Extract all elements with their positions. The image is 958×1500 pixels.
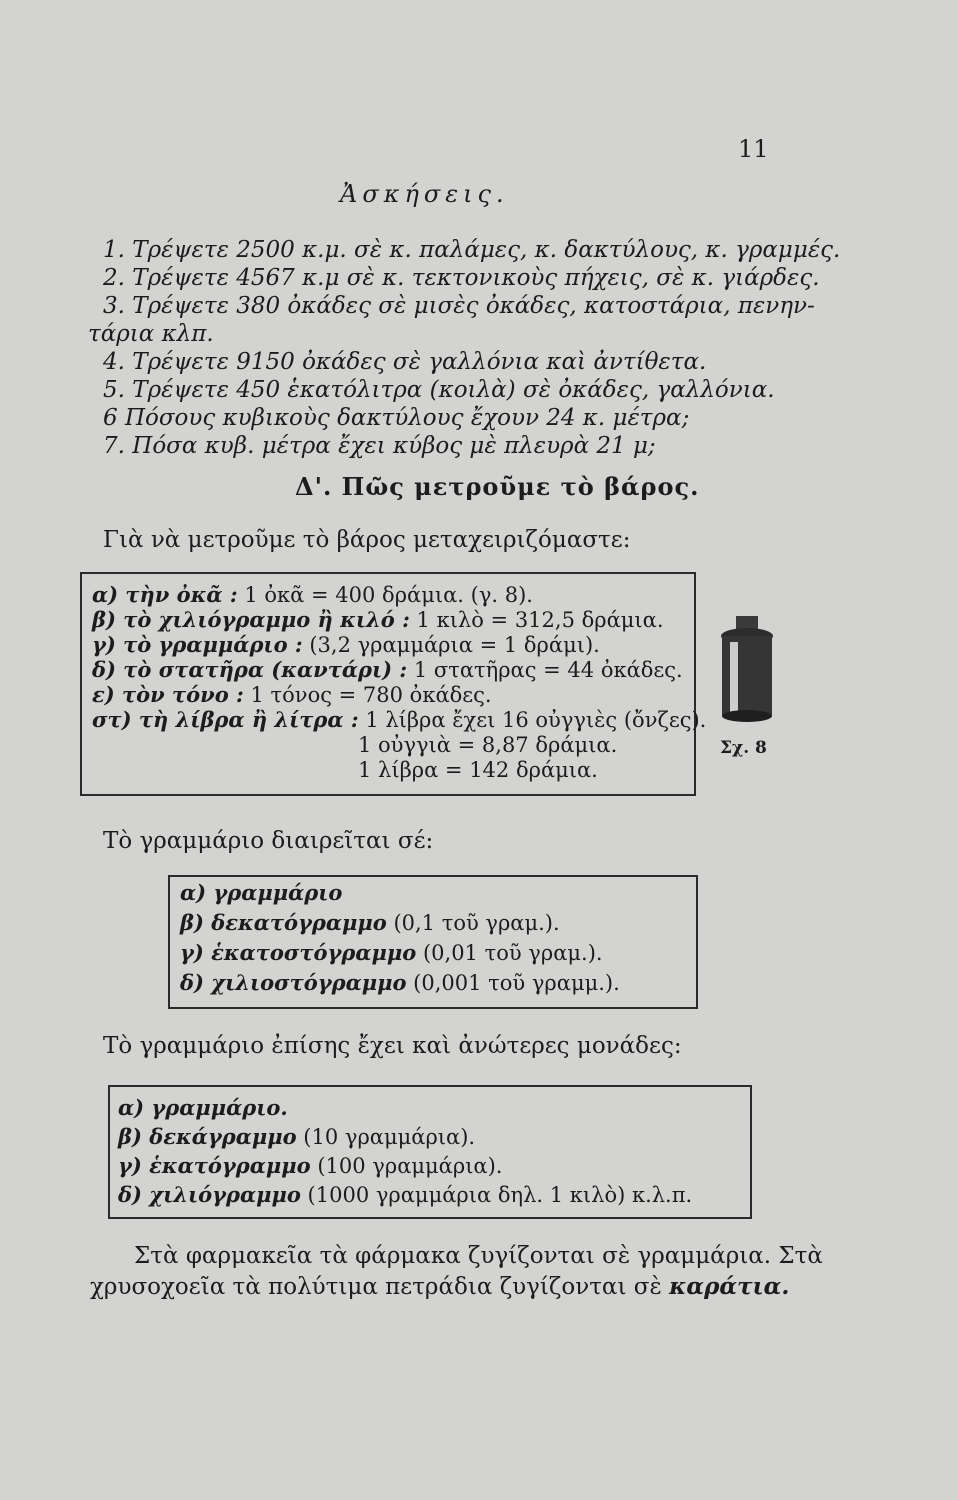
weights-intro: Γιὰ νὰ μετροῦμε τὸ βάρος μεταχειριζόμαστε: (103, 527, 631, 553)
weight-base (722, 710, 772, 722)
exercise-item (103, 293, 815, 319)
weight-body (722, 636, 772, 716)
weight-row (92, 582, 533, 607)
weight-value: 1 λίβρα = 142 δράμια. (358, 758, 598, 782)
weight-value: 1 ὀκᾶ = 400 δράμια. (γ. 8). (244, 583, 533, 607)
weight-row (92, 632, 600, 657)
weight-row (358, 757, 598, 782)
exercise-item (103, 377, 775, 403)
weight-value: 1 στατῆρας = 44 ὀκάδες. (413, 658, 683, 682)
exercise-number: 2. (103, 265, 125, 291)
exercises-heading: Ἀσκήσεις. (340, 180, 509, 208)
closing-line-2-emphasis: καράτια. (669, 1273, 790, 1300)
higher-unit-label: β) δεκάγραμμο (118, 1124, 297, 1149)
higher-unit-row (118, 1182, 692, 1207)
weight-row (92, 607, 664, 632)
higher-intro: Τὸ γραμμάριο ἐπίσης ἔχει καὶ ἀνώτερες μονάδες: (103, 1033, 682, 1059)
weight-label: α) τὴν ὀκᾶ : (92, 582, 238, 607)
higher-unit-row (118, 1095, 288, 1120)
exercise-item (103, 433, 656, 459)
weight-row (358, 732, 617, 757)
weight-label: β) τὸ χιλιόγραμμο ἢ κιλό : (92, 607, 410, 632)
exercise-text: Τρέψετε 450 ἑκατόλιτρα (κοιλὰ) σὲ ὀκάδες, γαλλόνια. (132, 377, 775, 403)
higher-unit-row (118, 1124, 475, 1149)
exercise-text: Τρέψετε 4567 κ.μ σὲ κ. τεκτονικοὺς πήχεις, σὲ κ. γιάρδες. (132, 265, 820, 291)
closing-line-1: Στὰ φαρμακεῖα τὰ φάρμακα ζυγίζονται σὲ γραμμάρια. Στὰ (134, 1243, 823, 1269)
subdivision-row (180, 940, 603, 965)
subdivision-label: δ) χιλιοστόγραμμο (180, 970, 407, 995)
exercise-item (103, 265, 820, 291)
exercise-number: 3. (103, 293, 125, 319)
subdivision-value: (0,001 τοῦ γραμμ.). (413, 971, 620, 995)
weight-value: 1 οὐγγιὰ = 8,87 δράμια. (358, 733, 618, 757)
exercise-text: Τρέψετε 380 ὀκάδες σὲ μισὲς ὀκάδες, κατοστάρια, πενην- (132, 293, 815, 319)
exercise-number: 6 (103, 405, 118, 431)
figure-caption: Σχ. 8 (720, 738, 767, 758)
weight-label: δ) τὸ στατῆρα (καντάρι) : (92, 657, 408, 682)
closing-line-2-text: χρυσοχοεῖα τὰ πολύτιμα πετράδια ζυγίζονται σὲ (90, 1274, 662, 1300)
subdivision-label: γ) ἑκατοστόγραμμο (180, 940, 417, 965)
exercise-item (103, 349, 706, 375)
higher-unit-value: (10 γραμμάρια). (303, 1125, 476, 1149)
subdivision-label: α) γραμμάριο (180, 880, 343, 905)
weight-label: γ) τὸ γραμμάριο : (92, 632, 303, 657)
higher-unit-label: γ) ἑκατόγραμμο (118, 1153, 311, 1178)
exercise-number: 4. (103, 349, 125, 375)
weight-top (736, 616, 758, 630)
weight-label: ε) τὸν τόνο : (92, 682, 244, 707)
exercise-number: 5. (103, 377, 125, 403)
higher-unit-label: δ) χιλιόγραμμο (118, 1182, 301, 1207)
weight-label: στ) τὴ λίβρα ἢ λίτρα : (92, 707, 359, 732)
exercise-item (103, 405, 689, 431)
subdivision-value: (0,1 τοῦ γραμ.). (393, 911, 560, 935)
page-number: 11 (738, 135, 769, 163)
subdivision-row (180, 880, 342, 905)
exercise-number: 1. (103, 237, 125, 263)
exercise-text: τάρια κλπ. (88, 321, 214, 347)
higher-unit-value: (1000 γραμμάρια δηλ. 1 κιλὸ) κ.λ.π. (307, 1183, 693, 1207)
weight-value: 1 τόνος = 780 ὀκάδες. (250, 683, 492, 707)
higher-unit-label: α) γραμμάριο. (118, 1095, 288, 1120)
exercise-text: Πόσους κυβικοὺς δακτύλους ἔχουν 24 κ. μέτρα; (124, 405, 690, 431)
exercise-number: 7. (103, 433, 125, 459)
subdivision-value: (0,01 τοῦ γραμ.). (422, 941, 603, 965)
exercise-item (103, 237, 840, 263)
exercise-text: Πόσα κυβ. μέτρα ἔχει κύβος μὲ πλευρὰ 21 μ; (132, 433, 656, 459)
divided-intro: Τὸ γραμμάριο διαιρεῖται σέ: (103, 828, 434, 854)
higher-unit-value: (100 γραμμάρια). (317, 1154, 503, 1178)
exercise-text: Τρέψετε 9150 ὀκάδες σὲ γαλλόνια καὶ ἀντίθετα. (132, 349, 707, 375)
weight-highlight (730, 642, 738, 712)
weight-row (92, 682, 492, 707)
subdivision-label: β) δεκατόγραμμο (180, 910, 387, 935)
weight-value: 1 λίβρα ἔχει 16 οὐγγιὲς (ὄνζες). (365, 708, 707, 732)
weight-value: (3,2 γραμμάρια = 1 δράμι). (309, 633, 600, 657)
exercise-text: Τρέψετε 2500 κ.μ. σὲ κ. παλάμες, κ. δακτύλους, κ. γραμμές. (132, 237, 841, 263)
subdivision-row (180, 910, 560, 935)
weight-row (92, 657, 683, 682)
weight-value: 1 κιλὸ = 312,5 δράμια. (416, 608, 664, 632)
closing-line-2 (90, 1273, 789, 1300)
subdivision-row (180, 970, 620, 995)
exercise-item (88, 321, 214, 347)
weight-row (92, 707, 706, 732)
section-title: Δ'. Πῶς μετροῦμε τὸ βάρος. (295, 472, 700, 501)
higher-unit-row (118, 1153, 502, 1178)
weight-illustration (712, 612, 782, 742)
